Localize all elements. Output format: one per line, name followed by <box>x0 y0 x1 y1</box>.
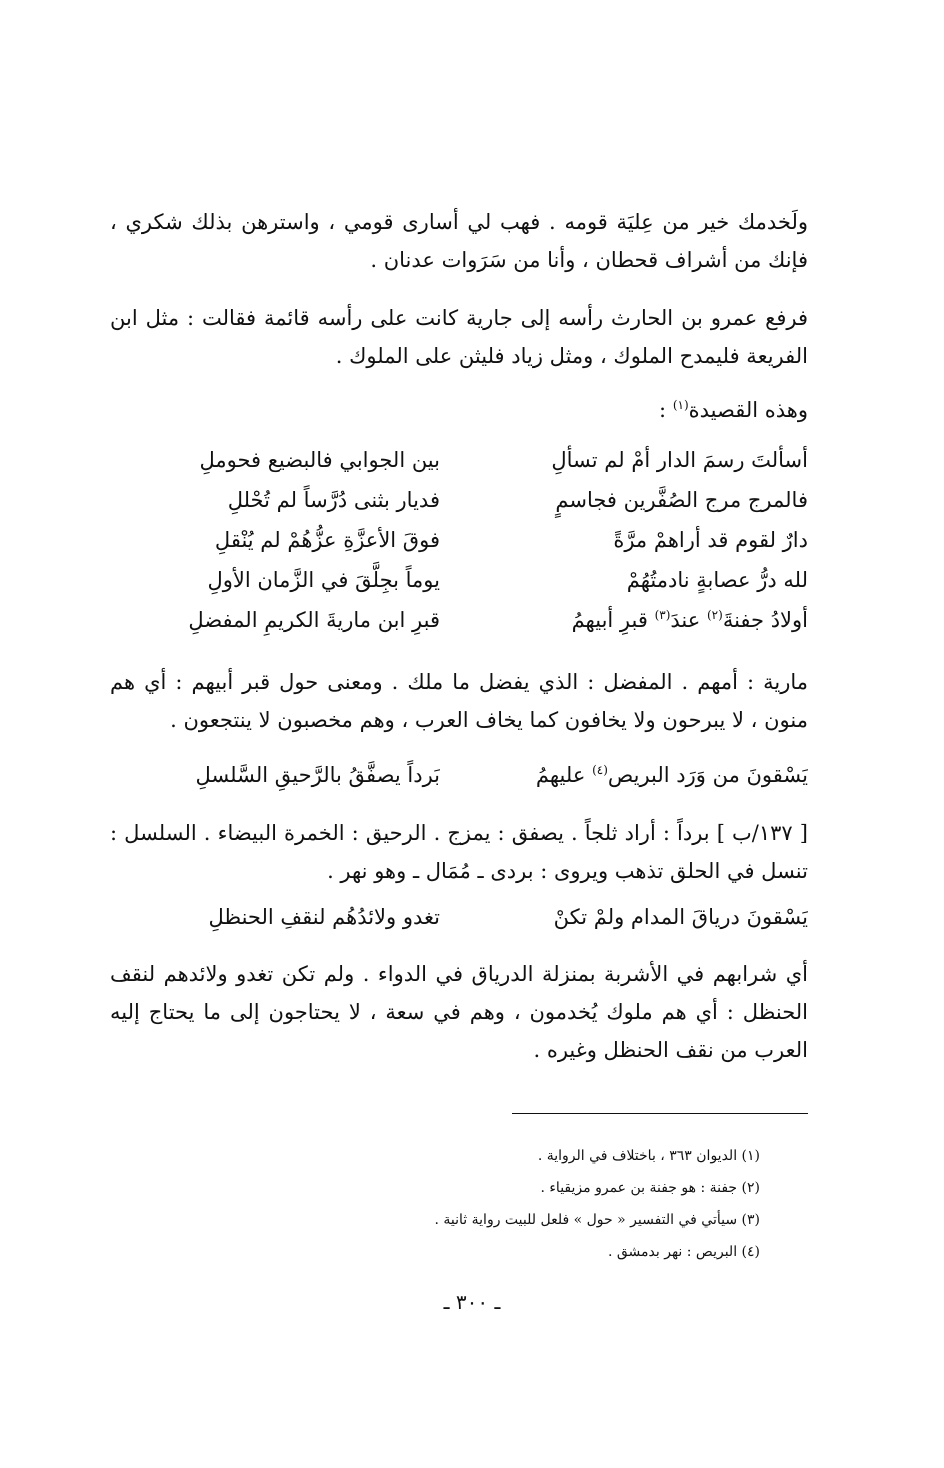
verse-line <box>110 520 808 560</box>
verse-line <box>110 560 808 600</box>
verse-first-hemistich: يَسْقونَ درياقَ المدام ولمْ تكنْ <box>553 905 808 929</box>
verse-second-hemistich: بين الجوابي فالبضيع فحوملِ <box>199 448 440 472</box>
verse-second-hemistich: فديار بثنى دُرَّساً لم تُحْللِ <box>227 488 440 512</box>
verse-second-hemistich: فوقَ الأعزَّةِ عزُّهُمْ لم يُنْقلِ <box>214 528 440 552</box>
footnote-mark-2: (٢) <box>706 608 723 622</box>
verse-first-hemistich <box>478 755 808 795</box>
poem-intro-end: : <box>659 398 673 422</box>
verse-first-hemistich: فالمرج مرج الصُفَّرين فجاسمٍ <box>555 488 808 512</box>
verse-first-hemistich <box>478 600 808 640</box>
verse-line <box>110 755 808 795</box>
footnote-separator <box>512 1113 808 1114</box>
verse-second-hemistich: بَرداً يصفَّقُ بالرَّحيقِ السَّلسلِ <box>195 763 440 787</box>
footnote-mark-4: (٤) <box>592 763 608 777</box>
page-number: ـ ٣٠٠ ـ <box>443 1290 501 1314</box>
poem-intro-text: وهذه القصيدة <box>688 398 808 422</box>
poem-block-3 <box>110 897 808 937</box>
paragraph-1: ولَخدمك خير من عِليَة قومه . فهب لي أسارى قومي ، واسترهن بذلك شكري ، فإنك من أشراف قحطان ، وأنا من سَرَوات عدنان . <box>110 210 808 272</box>
footnote-2: (٢) جفنة : هو جفنة بن عمرو مزيقياء . <box>540 1180 760 1196</box>
verse-second-hemistich: تغدو ولائدُهُم لنقفِ الحنظلِ <box>208 905 440 929</box>
verse-fragment: عليهمُ <box>535 763 593 787</box>
verse-second-hemistich: قبرِ ابن ماريةَ الكريمِ المفضلِ <box>188 608 440 632</box>
paragraph-commentary-3: أي شرابهم في الأشربة بمنزلة الدرياق في الدواء . ولم تكن تغدو ولائدهم لنقف الحنظل : أي هم ملوك يُخدمون ، وهم في سعة ، لا يحتاجون إلى ما يحتاج إليه العرب من نقف الحنظل وغيره . <box>110 962 808 1062</box>
footnote-3: (٣) سيأتي في التفسير « حول » فلعل للبيت رواية ثانية . <box>434 1212 760 1228</box>
verse-fragment: قبرِ أبيهمُ <box>571 608 655 632</box>
verse-fragment: أولادُ جفنةَ <box>722 608 808 632</box>
verse-line <box>110 600 808 640</box>
verse-first-hemistich: أسألتَ رسمَ الدار أمْ لم تسألِ <box>551 448 808 472</box>
footnote-1: (١) الديوان ٣٦٣ ، باختلاف في الرواية . <box>537 1148 760 1164</box>
verse-line <box>110 440 808 480</box>
paragraph-2: فرفع عمرو بن الحارث رأسه إلى جارية كانت على رأسه قائمة فقالت : مثل ابن الفريعة فليمدح الملوك ، ومثل زياد فليثن على الملوك . <box>110 306 808 368</box>
footnote-4: (٤) البريص : نهر بدمشق . <box>607 1244 760 1260</box>
verse-first-hemistich: لله درُّ عصابةٍ نادمتُهُمْ <box>626 568 808 592</box>
footnotes <box>300 1140 760 1268</box>
paragraph-commentary-2: [ ١٣٧/ب ] برداً : أراد ثلجاً . يصفق : يمزج . الرحيق : الخمرة البيضاء . السلسل : تنسل في الحلق تذهب ويروى : بردى ـ مُمَال ـ وهو نهر . <box>110 821 809 883</box>
footnote-mark-1: (١) <box>672 398 689 412</box>
footnote-mark-3: (٣) <box>654 608 671 622</box>
verse-fragment: يَسْقونَ من وَرَد البريص <box>607 763 808 787</box>
verse-line <box>110 480 808 520</box>
verse-second-hemistich: يوماً بجِلَّقَ في الزَّمان الأولِ <box>207 568 440 592</box>
poem-block-2 <box>110 755 808 795</box>
poem-intro <box>110 391 808 429</box>
verse-first-hemistich: دارٌ لقوم قد أراهمْ مرَّةً <box>613 528 808 552</box>
verse-fragment: عندَ <box>670 608 707 632</box>
verse-line <box>110 897 808 937</box>
poem-block-1 <box>110 440 808 640</box>
paragraph-commentary-1: مارية : أمهم . المفضل : الذي يفضل ما ملك . ومعنى حول قبر أبيهم : أي هم منون ، لا يبرحون ولا يخافون كما يخاف العرب ، وهم مخصبون لا ينتجعون . <box>110 670 808 732</box>
